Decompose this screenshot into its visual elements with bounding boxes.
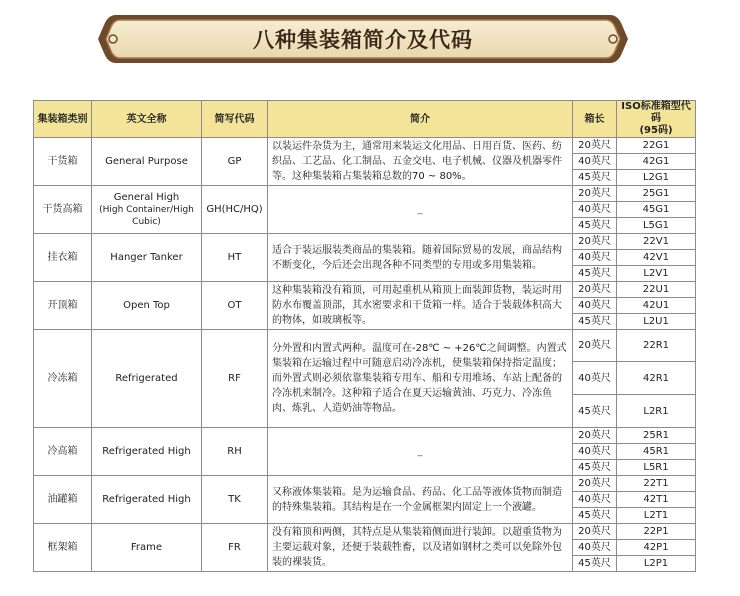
header-length: 箱长 <box>573 101 617 138</box>
cell-abbr: FR <box>202 524 268 572</box>
cell-abbr: GP <box>202 138 268 186</box>
cell-length: 20英尺 <box>573 138 617 154</box>
cell-length: 45英尺 <box>573 460 617 476</box>
table-row <box>34 282 696 298</box>
cell-intro: 这种集装箱没有箱顶，可用起重机从箱顶上面装卸货物，装运时用防水布覆盖顶部，其水密要求和干货箱一样。适合于装载体积高大的物体，如玻璃板等。 <box>268 282 573 330</box>
cell-intro: 分外置和内置式两种。温度可在-28℃ ~ +26℃之间调整。内置式集装箱在运输过程中可随意启动冷冻机，使集装箱保持指定温度；而外置式则必须依靠集装箱专用车、船和专用堆场、车站上配备的冷冻机来制冷。这种箱子适合在夏天运输黄油、巧克力、冷冻鱼肉、炼乳、人造奶油等物品。 <box>268 330 573 428</box>
cell-english: Refrigerated High <box>92 428 202 476</box>
cell-iso-code: 42V1 <box>617 250 696 266</box>
header-english: 英文全称 <box>92 101 202 138</box>
table-row <box>34 330 696 362</box>
cell-length: 40英尺 <box>573 202 617 218</box>
container-type-table <box>33 100 696 572</box>
header-intro: 简介 <box>268 101 573 138</box>
cell-iso-code: 22V1 <box>617 234 696 250</box>
cell-iso-code: 42U1 <box>617 298 696 314</box>
cell-iso-code: 22T1 <box>617 476 696 492</box>
cell-iso-code: L2V1 <box>617 266 696 282</box>
table-row <box>34 234 696 250</box>
cell-iso-code: 42R1 <box>617 362 696 395</box>
table-row <box>34 428 696 444</box>
cell-intro: 没有箱顶和两侧，其特点是从集装箱侧面进行装卸。以超重货物为主要运载对象，还便于装载牲畜，以及诸如钢材之类可以免除外包装的裸装货。 <box>268 524 573 572</box>
cell-intro: 又称液体集装箱。是为运输食品、药品、化工品等液体货物而制造的特殊集装箱。其结构是在一个金属框架内固定上一个液罐。 <box>268 476 573 524</box>
cell-length: 40英尺 <box>573 298 617 314</box>
cell-category: 冷冻箱 <box>34 330 92 428</box>
cell-category: 油罐箱 <box>34 476 92 524</box>
header-iso-code <box>617 101 696 138</box>
cell-intro: _ <box>268 428 573 476</box>
cell-english: Refrigerated <box>92 330 202 428</box>
cell-iso-code: L2P1 <box>617 556 696 572</box>
cell-length: 45英尺 <box>573 395 617 428</box>
cell-length: 20英尺 <box>573 428 617 444</box>
table-header-row <box>34 101 696 138</box>
cell-intro: 以装运件杂货为主，通常用来装运文化用品、日用百货、医药、纺织品、工艺品、化工制品、五金交电、电子机械、仪器及机器零件等。这种集装箱占集装箱总数的70 ~ 80%。 <box>268 138 573 186</box>
cell-intro: 适合于装运服装类商品的集装箱。随着国际贸易的发展，商品结构不断变化，今后还会出现各种不同类型的专用或多用集装箱。 <box>268 234 573 282</box>
table-row <box>34 186 696 202</box>
cell-iso-code: 45G1 <box>617 202 696 218</box>
header-category: 集装箱类别 <box>34 101 92 138</box>
cell-intro: _ <box>268 186 573 234</box>
cell-length: 40英尺 <box>573 154 617 170</box>
cell-iso-code: L2G1 <box>617 170 696 186</box>
cell-iso-code: L5R1 <box>617 460 696 476</box>
cell-iso-code: 42T1 <box>617 492 696 508</box>
cell-iso-code: 22P1 <box>617 524 696 540</box>
cell-length: 45英尺 <box>573 170 617 186</box>
cell-iso-code: 45R1 <box>617 444 696 460</box>
cell-english: General Purpose <box>92 138 202 186</box>
cell-iso-code: 42G1 <box>617 154 696 170</box>
cell-category: 框架箱 <box>34 524 92 572</box>
cell-category: 开顶箱 <box>34 282 92 330</box>
cell-category: 干货箱 <box>34 138 92 186</box>
cell-length: 45英尺 <box>573 508 617 524</box>
cell-english: Refrigerated High <box>92 476 202 524</box>
cell-english: Open Top <box>92 282 202 330</box>
cell-iso-code: 22U1 <box>617 282 696 298</box>
cell-iso-code: L5G1 <box>617 218 696 234</box>
table-row <box>34 138 696 154</box>
cell-iso-code: 42P1 <box>617 540 696 556</box>
cell-iso-code: 25G1 <box>617 186 696 202</box>
cell-category: 冷高箱 <box>34 428 92 476</box>
cell-length: 20英尺 <box>573 476 617 492</box>
cell-length: 45英尺 <box>573 218 617 234</box>
cell-length: 40英尺 <box>573 250 617 266</box>
cell-length: 40英尺 <box>573 444 617 460</box>
cell-iso-code: L2U1 <box>617 314 696 330</box>
title-banner <box>96 11 630 67</box>
header-iso-line1: ISO标准箱型代码 <box>621 101 691 124</box>
cell-english: Frame <box>92 524 202 572</box>
cell-abbr: GH(HC/HQ) <box>202 186 268 234</box>
cell-iso-code: 22R1 <box>617 330 696 362</box>
cell-abbr: RF <box>202 330 268 428</box>
cell-length: 20英尺 <box>573 330 617 362</box>
cell-abbr: RH <box>202 428 268 476</box>
cell-iso-code: 25R1 <box>617 428 696 444</box>
cell-abbr: OT <box>202 282 268 330</box>
cell-iso-code: L2R1 <box>617 395 696 428</box>
cell-length: 40英尺 <box>573 492 617 508</box>
header-abbr: 简写代码 <box>202 101 268 138</box>
cell-english <box>92 186 202 234</box>
cell-length: 20英尺 <box>573 186 617 202</box>
cell-length: 20英尺 <box>573 524 617 540</box>
cell-length: 20英尺 <box>573 282 617 298</box>
cell-english-sub: (High Container/High Cubic) <box>99 204 194 227</box>
cell-category: 干货高箱 <box>34 186 92 234</box>
cell-english: Hanger Tanker <box>92 234 202 282</box>
cell-abbr: TK <box>202 476 268 524</box>
cell-abbr: HT <box>202 234 268 282</box>
cell-length: 45英尺 <box>573 266 617 282</box>
cell-length: 45英尺 <box>573 556 617 572</box>
cell-iso-code: L2T1 <box>617 508 696 524</box>
cell-category: 挂衣箱 <box>34 234 92 282</box>
cell-length: 20英尺 <box>573 234 617 250</box>
table-row <box>34 476 696 492</box>
page-title: 八种集装箱简介及代码 <box>253 28 473 52</box>
cell-english-main: General High <box>113 191 180 203</box>
cell-length: 40英尺 <box>573 362 617 395</box>
cell-length: 45英尺 <box>573 314 617 330</box>
header-iso-line2: (95码) <box>639 125 673 136</box>
cell-length: 40英尺 <box>573 540 617 556</box>
table-row <box>34 524 696 540</box>
cell-iso-code: 22G1 <box>617 138 696 154</box>
